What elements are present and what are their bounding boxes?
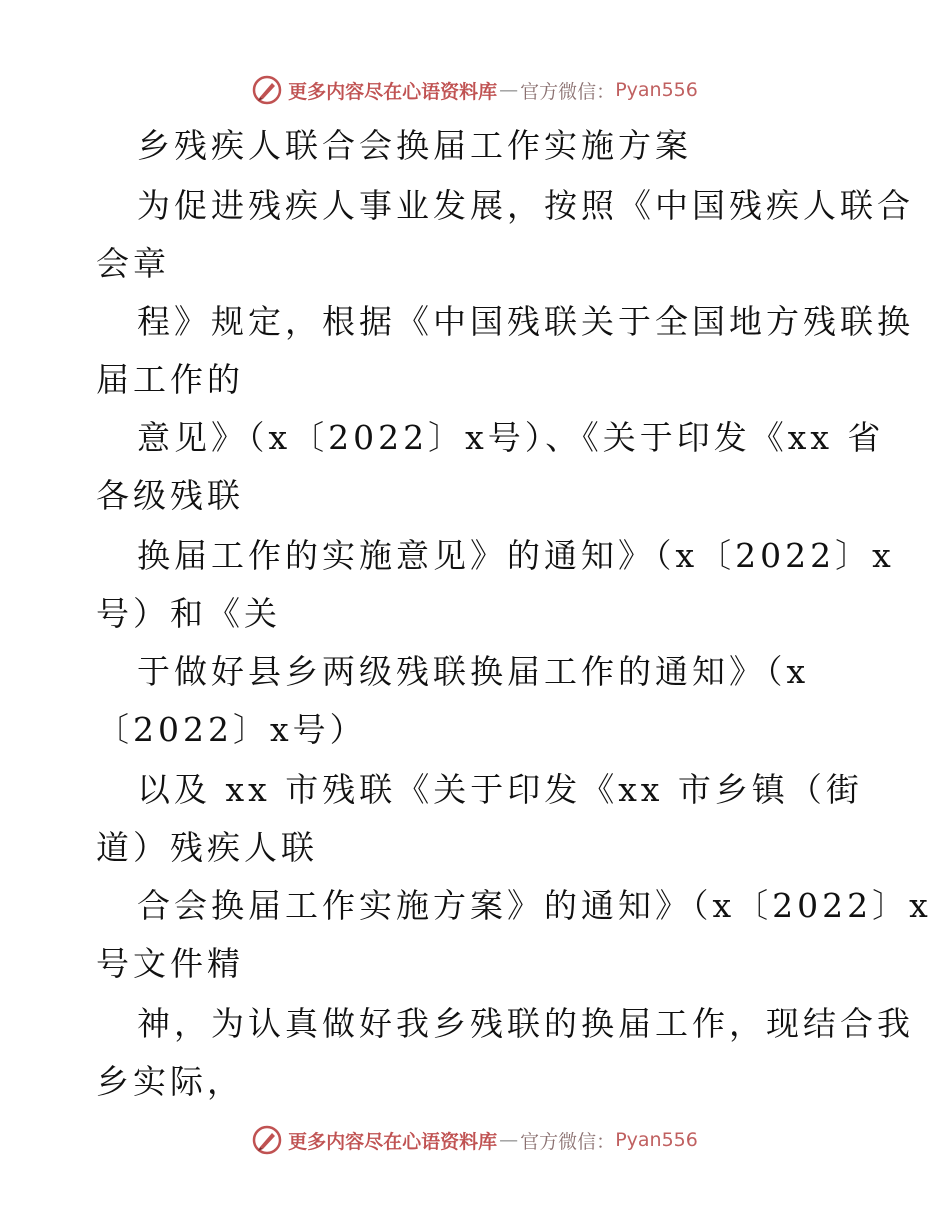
watermark-separator: — — [499, 79, 519, 101]
paragraph-line: 换届工作的实施意见》的通知》（x〔2022〕x — [137, 536, 895, 575]
watermark-brand: 更多内容尽在心语资料库 — [288, 1130, 498, 1153]
footer-watermark — [0, 1120, 950, 1160]
quill-logo-icon — [252, 75, 282, 105]
paragraph-line: 意见》（x〔2022〕x号）、《关于印发《xx 省 — [137, 418, 885, 457]
watermark-label: 官方微信： — [520, 80, 616, 103]
paragraph-line: 号文件精 — [96, 944, 244, 983]
header-watermark — [0, 70, 950, 110]
document-title: 乡残疾人联合会换届工作实施方案 — [137, 126, 692, 165]
watermark-account: Pyan556 — [615, 79, 698, 101]
paragraph-line: 乡实际， — [96, 1062, 244, 1101]
paragraph-line: 为促进残疾人事业发展，按照《中国残疾人联合 — [137, 186, 914, 225]
watermark-label: 官方微信： — [520, 1130, 616, 1153]
paragraph-line: 号）和《关 — [96, 594, 281, 633]
paragraph-line: 神，为认真做好我乡残联的换届工作，现结合我 — [137, 1004, 914, 1043]
paragraph-line: 会章 — [96, 244, 170, 283]
paragraph-line: 届工作的 — [96, 360, 244, 399]
watermark-brand: 更多内容尽在心语资料库 — [288, 80, 498, 103]
paragraph-line: 于做好县乡两级残联换届工作的通知》（x — [137, 652, 810, 691]
paragraph-line: 各级残联 — [96, 476, 244, 515]
watermark-separator: — — [499, 1129, 519, 1151]
paragraph-line: 〔2022〕x号） — [96, 710, 367, 749]
watermark-account: Pyan556 — [615, 1129, 698, 1151]
paragraph-line: 合会换届工作实施方案》的通知》（x〔2022〕x — [137, 886, 932, 925]
paragraph-line: 程》规定，根据《中国残联关于全国地方残联换 — [137, 302, 914, 341]
paragraph-line: 道）残疾人联 — [96, 828, 318, 867]
quill-logo-icon — [252, 1125, 282, 1155]
paragraph-line: 以及 xx 市残联《关于印发《xx 市乡镇（街 — [137, 770, 863, 809]
